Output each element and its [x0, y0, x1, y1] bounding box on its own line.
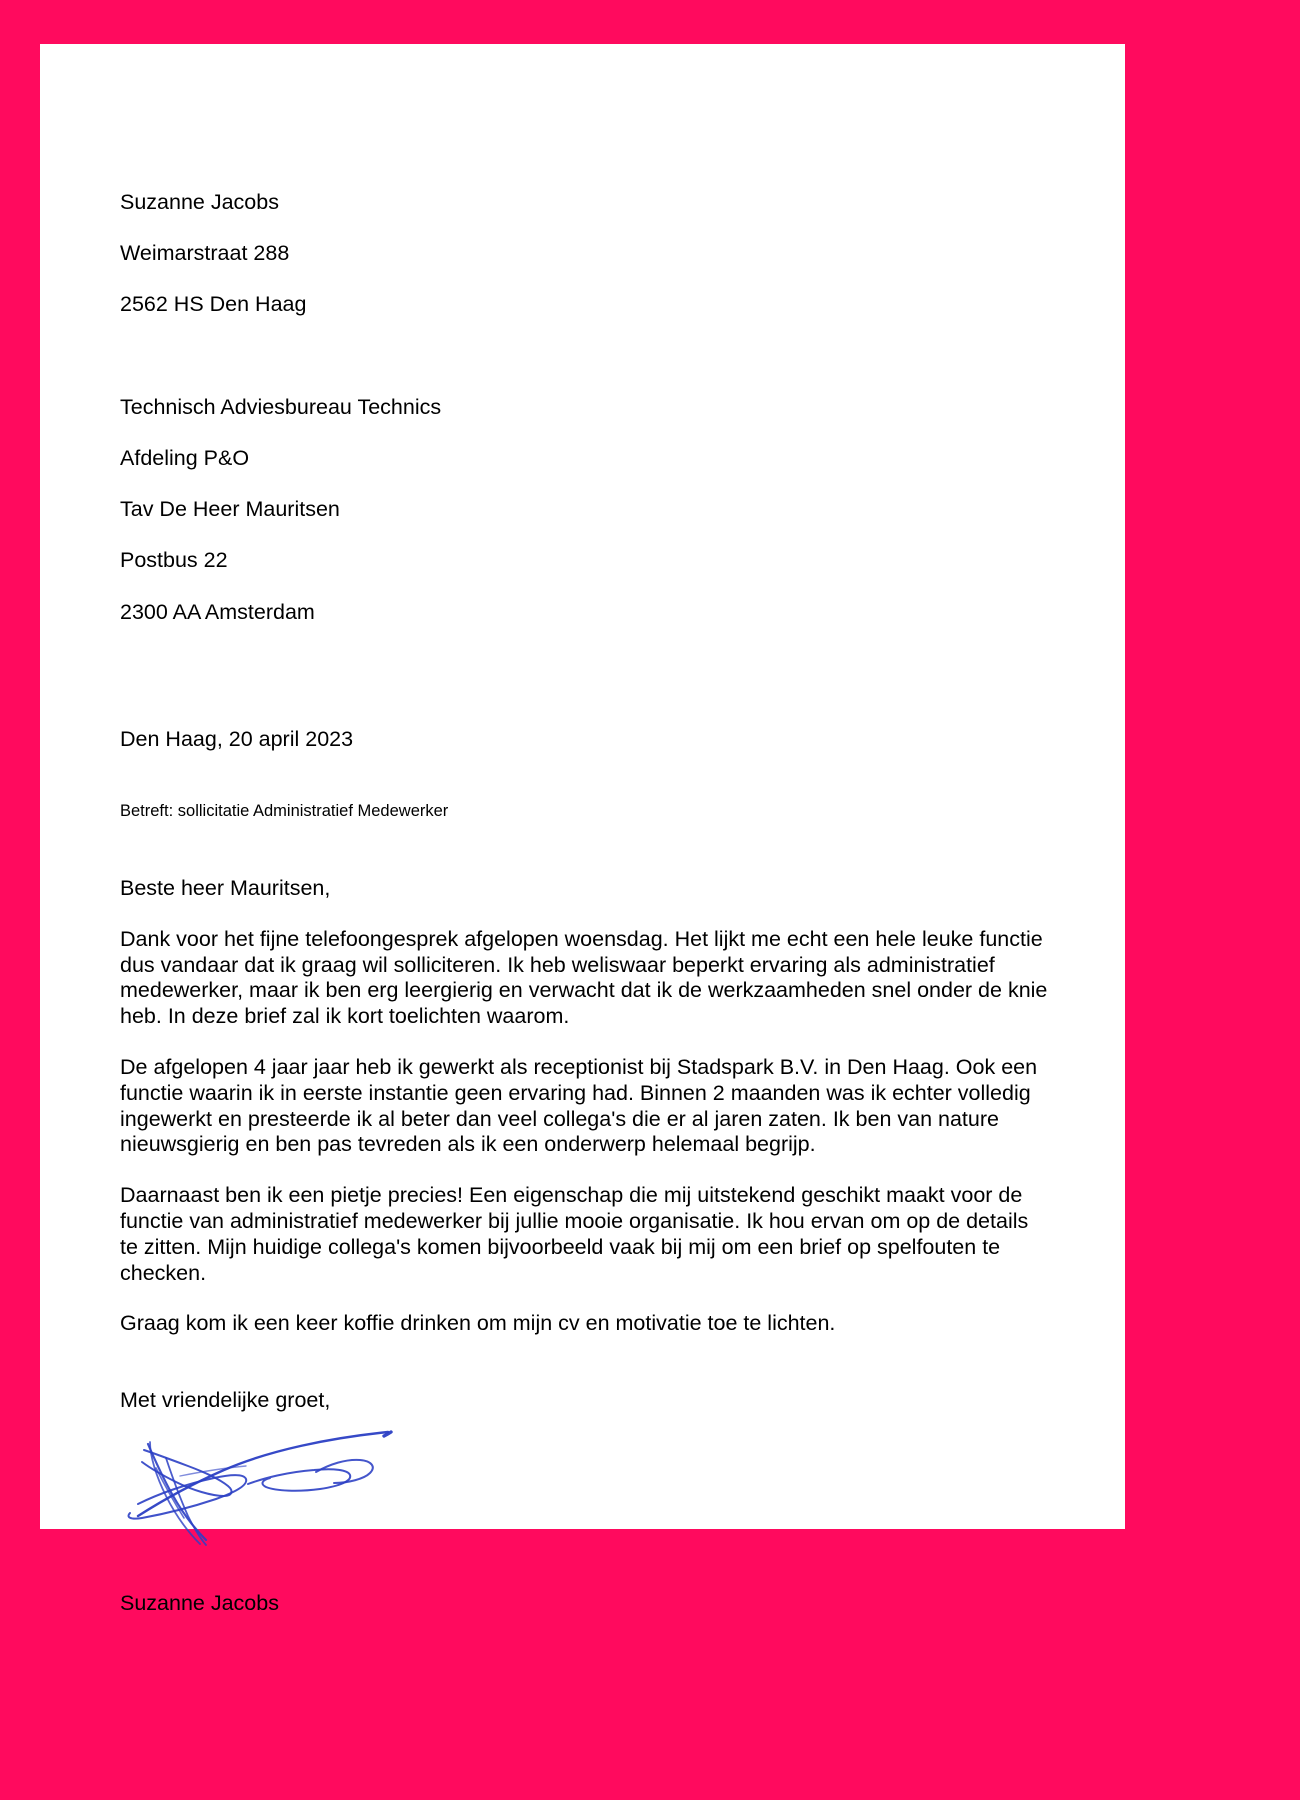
recipient-city: 2300 AA Amsterdam	[120, 599, 315, 624]
body-paragraph: Dank voor het fijne telefoongesprek afgelopen woensdag. Het lijkt me echt een hele leuke functie dus vandaar dat ik graag wil solliciteren. Ik heb weliswaar beperkt ervaring als administratief medewerker, maar ik ben erg leergierig en verwacht dat ik de werkzaamheden snel onder de knie heb. In deze brief zal ik kort toelichten waarom.	[120, 926, 1048, 1029]
closing-line: Met vriendelijke groet,	[120, 1388, 331, 1413]
body-paragraph: Daarnaast ben ik een pietje precies! Een eigenschap die mij uitstekend geschikt maakt voor de functie van administratief medewerker bij jullie mooie organisatie. Ik hou ervan om op de details te zitten. Mijn huidige collega's komen bijvoorbeeld vaak bij mij om een brief op spelfouten te checken.	[120, 1183, 1029, 1285]
sender-street: Weimarstraat 288	[120, 240, 290, 265]
letter-sheet	[40, 44, 1125, 1615]
sender-name: Suzanne Jacobs	[120, 189, 279, 214]
body-paragraph: De afgelopen 4 jaar jaar heb ik gewerkt als receptionist bij Stadspark B.V. in Den Haag. Ook een functie waarin ik in eerste instantie geen ervaring had. Binnen 2 maanden was ik echter volledig ingewerkt en presteerde ik al beter dan veel collega's die er al jaren zaten. Ik ben van nature nieuwsgierig en ben pas tevreden als ik een onderwerp helemaal begrijp.	[120, 1055, 1038, 1157]
recipient-department: Afdeling P&O	[120, 445, 250, 470]
date-line: Den Haag, 20 april 2023	[120, 726, 354, 751]
recipient-postbox: Postbus 22	[120, 548, 228, 573]
signature-area	[120, 1428, 450, 1563]
body-paragraph: Graag kom ik een keer koffie drinken om mijn cv en motivatie toe te lichten.	[120, 1311, 836, 1336]
recipient-attention: Tav De Heer Mauritsen	[120, 497, 340, 522]
letter-content	[120, 164, 1050, 1616]
signer-name: Suzanne Jacobs	[120, 1590, 279, 1615]
recipient-company: Technisch Adviesbureau Technics	[120, 394, 442, 419]
salutation: Beste heer Mauritsen,	[120, 876, 331, 901]
sender-address-block	[120, 164, 1050, 343]
sender-city: 2562 HS Den Haag	[120, 291, 307, 316]
subject-line: Betreft: sollicitatie Administratief Medewerker	[120, 802, 449, 821]
recipient-address-block	[120, 369, 1050, 651]
handwritten-signature-icon	[120, 1428, 450, 1563]
